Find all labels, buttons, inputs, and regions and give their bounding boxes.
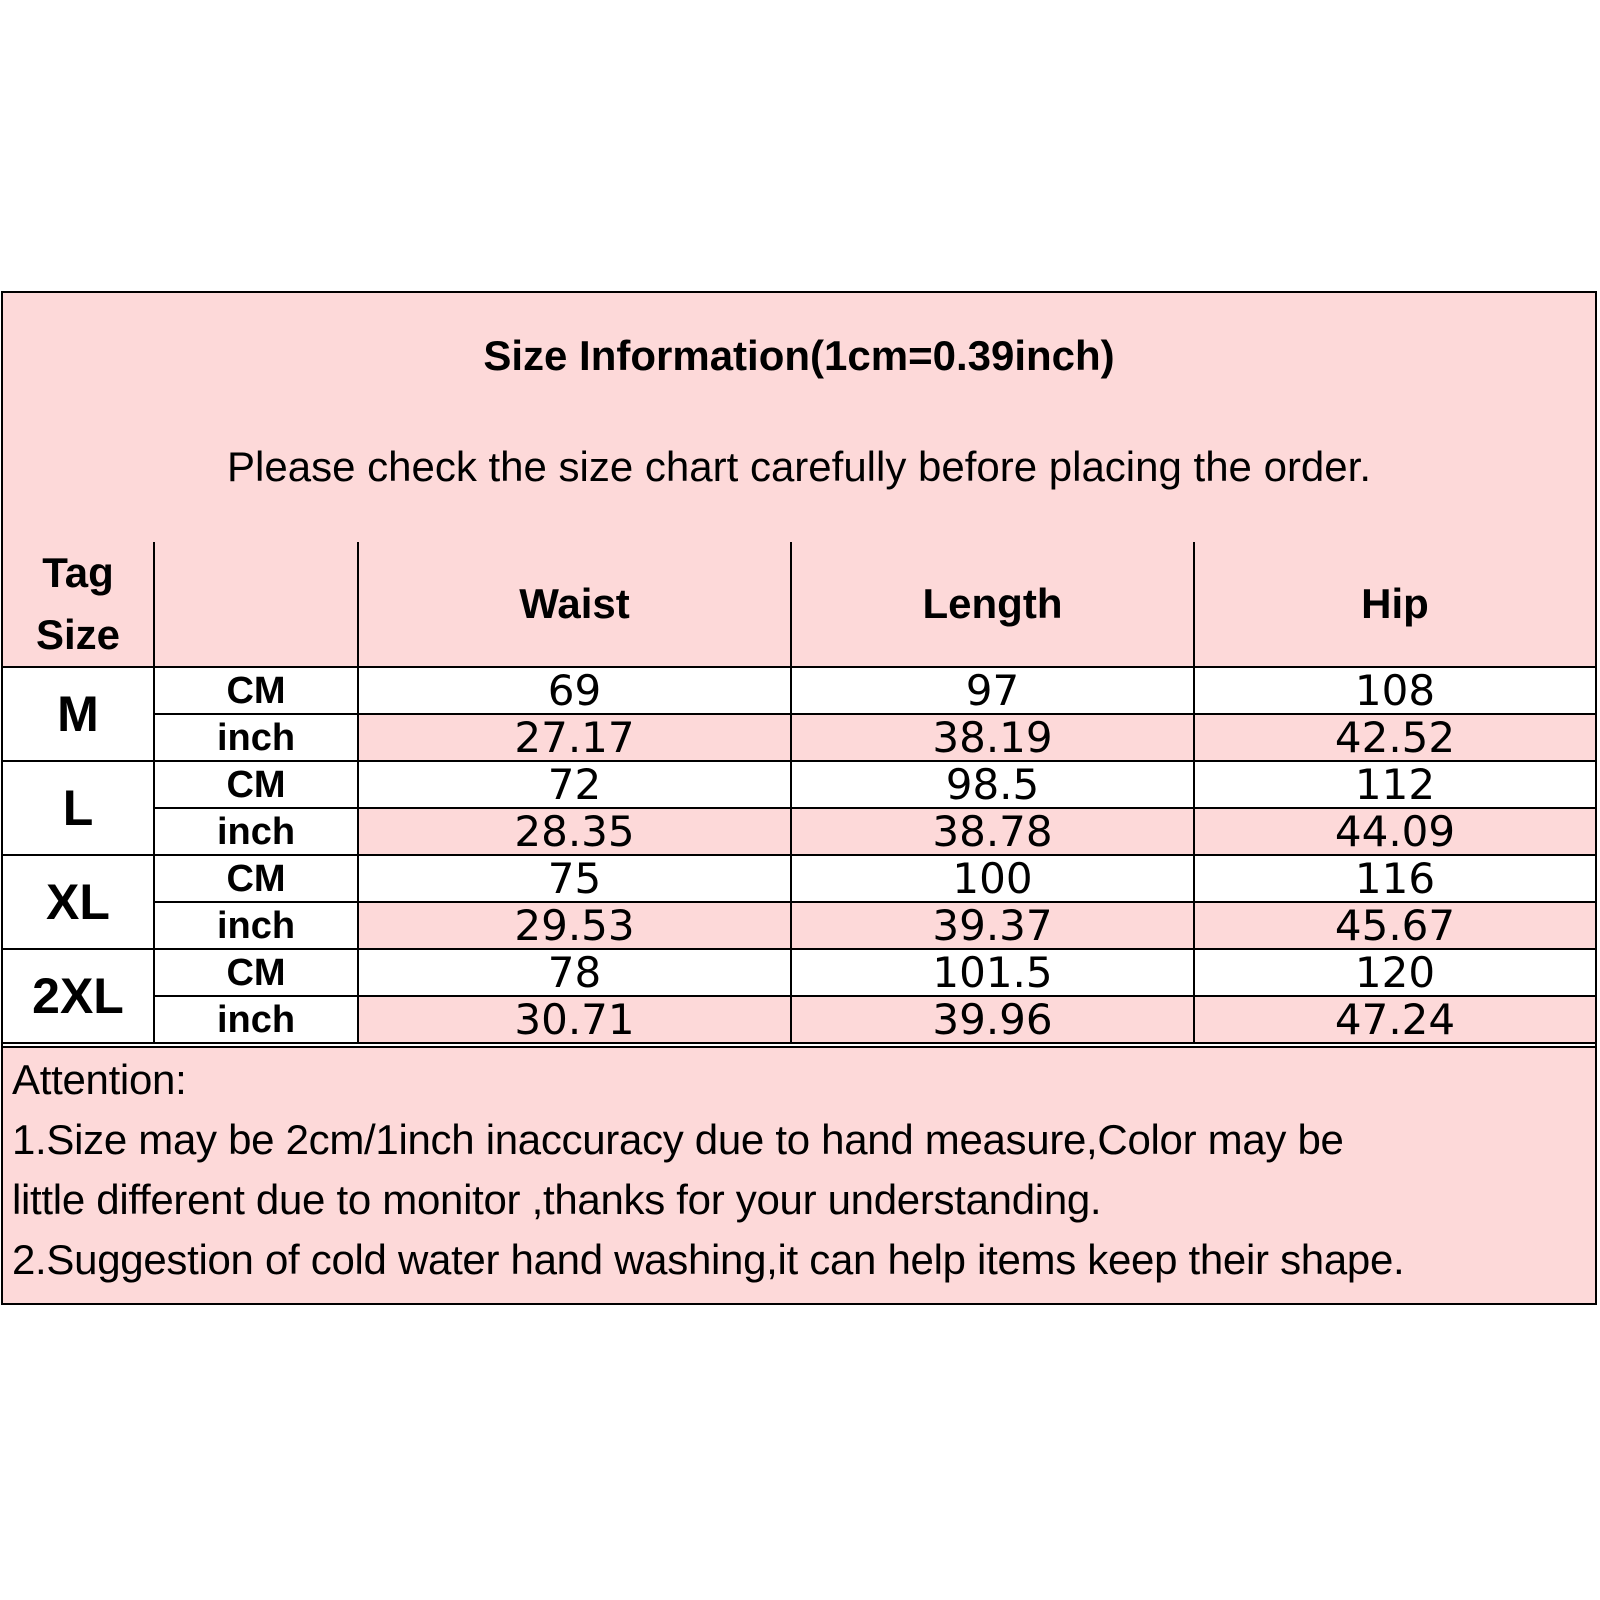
- unit-cell: inch: [154, 714, 358, 761]
- table-row: [3, 761, 1595, 808]
- hip-value: 108: [1194, 667, 1595, 714]
- column-header-unit: [154, 542, 358, 667]
- hip-value: 47.24: [1194, 996, 1595, 1043]
- unit-cell: CM: [154, 855, 358, 902]
- table-row: [3, 855, 1595, 902]
- unit-cell: inch: [154, 902, 358, 949]
- page-title: Size Information(1cm=0.39inch): [483, 332, 1115, 379]
- size-label: L: [3, 761, 154, 855]
- column-header-tag-size: Tag Size: [3, 542, 154, 667]
- length-value: 98.5: [791, 761, 1194, 808]
- length-value: 97: [791, 667, 1194, 714]
- hip-value: 44.09: [1194, 808, 1595, 855]
- column-header-waist: Waist: [358, 542, 791, 667]
- attention-note-2: 2.Suggestion of cold water hand washing,it can help items keep their shape.: [12, 1236, 1405, 1283]
- column-header-length: Length: [791, 542, 1194, 667]
- waist-value: 69: [358, 667, 791, 714]
- table-row: [3, 902, 1595, 949]
- waist-value: 72: [358, 761, 791, 808]
- attention-heading: Attention:: [12, 1056, 187, 1103]
- size-label: M: [3, 667, 154, 761]
- unit-cell: inch: [154, 996, 358, 1043]
- table-row: [3, 808, 1595, 855]
- hip-value: 112: [1194, 761, 1595, 808]
- waist-value: 30.71: [358, 996, 791, 1043]
- unit-cell: inch: [154, 808, 358, 855]
- length-value: 38.78: [791, 808, 1194, 855]
- table-header-row: [3, 542, 1595, 667]
- hip-value: 116: [1194, 855, 1595, 902]
- waist-value: 75: [358, 855, 791, 902]
- attention-note-1-continued: little different due to monitor ,thanks for your understanding.: [12, 1176, 1102, 1223]
- column-header-hip: Hip: [1194, 542, 1595, 667]
- waist-value: 27.17: [358, 714, 791, 761]
- table-row: [3, 714, 1595, 761]
- waist-value: 78: [358, 949, 791, 996]
- unit-cell: CM: [154, 761, 358, 808]
- length-value: 100: [791, 855, 1194, 902]
- unit-cell: CM: [154, 667, 358, 714]
- size-chart: [1, 291, 1597, 1305]
- size-chart-header: [3, 293, 1595, 544]
- hip-value: 45.67: [1194, 902, 1595, 949]
- page-subtitle: Please check the size chart carefully before placing the order.: [227, 443, 1371, 490]
- length-value: 39.37: [791, 902, 1194, 949]
- hip-value: 120: [1194, 949, 1595, 996]
- waist-value: 29.53: [358, 902, 791, 949]
- length-value: 38.19: [791, 714, 1194, 761]
- table-row: [3, 667, 1595, 714]
- table-row: [3, 949, 1595, 996]
- length-value: 101.5: [791, 949, 1194, 996]
- size-table: [3, 542, 1595, 1044]
- table-row: [3, 996, 1595, 1043]
- length-value: 39.96: [791, 996, 1194, 1043]
- attention-note-1: 1.Size may be 2cm/1inch inaccuracy due to hand measure,Color may be: [12, 1116, 1344, 1163]
- attention-notes: [3, 1046, 1595, 1303]
- size-label: 2XL: [3, 949, 154, 1043]
- hip-value: 42.52: [1194, 714, 1595, 761]
- unit-cell: CM: [154, 949, 358, 996]
- size-label: XL: [3, 855, 154, 949]
- waist-value: 28.35: [358, 808, 791, 855]
